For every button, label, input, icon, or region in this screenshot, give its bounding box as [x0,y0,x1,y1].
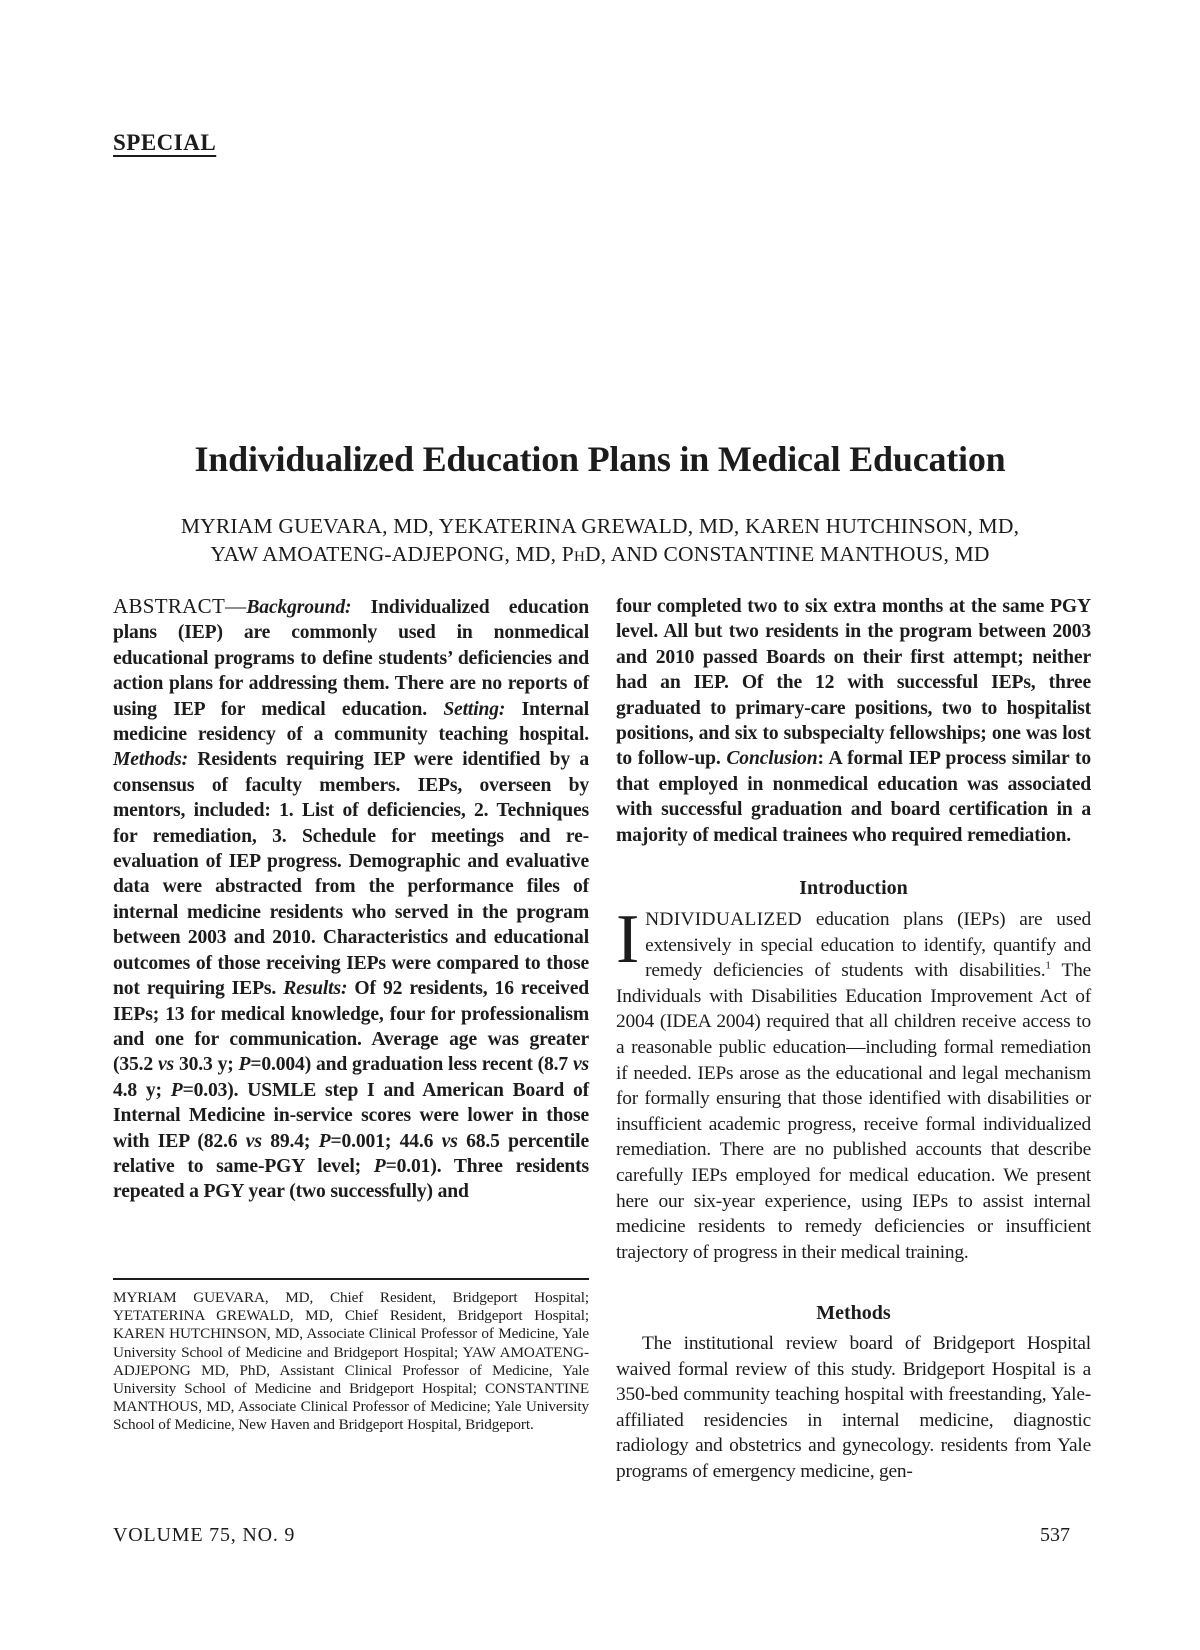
author-line-2: YAW AMOATENG-ADJEPONG, MD, PhD, AND CONSTANTINE MANTHOUS, MD [210,542,990,566]
setting-label: Setting: [443,698,506,720]
footnote-divider [113,1278,589,1280]
introduction-heading: Introduction [799,877,908,899]
methods-body: The institutional review board of Bridgeport Hospital waived formal review of this study. Bridgeport Hospital is a 350-bed community teaching hospital with freestanding, Yale-affiliated residencies in internal medicine, diagnostic radiology and obstetrics and gynecology. residents from Yale programs of emergency medicine, gen- [616,1333,1091,1482]
section-label: SPECIAL [113,130,217,155]
article-title: Individualized Education Plans in Medical Education [194,439,1006,479]
abstract-continued: four completed two to six extra months at the same PGY level. All but two residents in the program between 2003 and 2010 passed Boards on their first attempt; neither had an IEP. Of the 12 with successful IEPs, three graduated to primary-care positions, two to hospitalist positions, and six to subspecialty fellowships; one was lost to follow-up. Conclusion: A formal IEP process similar to that employed in nonmedical education was associated with successful graduation and board certification in a majority of medical trainees who required remediation. [616,596,1091,846]
author-line-1: MYRIAM GUEVARA, MD, YEKATERINA GREWALD, MD, KAREN HUTCHINSON, MD, [180,514,1020,538]
drop-cap: I [616,901,640,978]
abstract: ABSTRACT—Background: Individualized education plans (IEP) are commonly used in nonmedical educational programs to define students’ deficiencies and action plans for addressing them. There are no reports of using IEP for medical education. Setting: Internal medicine residency of a community teaching hospital. Methods: Residents requiring IEP were identified by a consensus of faculty members. IEPs, overseen by mentors, included: 1. List of deficiencies, 2. Techniques for remediation, 3. Schedule for meetings and re-evaluation of IEP progress. Demographic and evaluative data were abstracted from the performance files of internal medicine residents who served in the program between 2003 and 2010. Characteristics and educational outcomes of those receiving IEPs were compared to those not requiring IEPs. Results: Of 92 residents, 16 received IEPs; 13 for medical knowledge, four for professionalism and one for communication. Average age was greater (35.2 vs 30.3 y; P=0.004) and graduation less recent (8.7 vs 4.8 y; P=0.03). USMLE step I and American Board of Internal Medicine in-service scores were lower in those with IEP (82.6 vs 89.4; P=0.001; 44.6 vs 68.5 percentile relative to same-PGY level; P=0.01). Three residents repeated a PGY year (two successfully) and [113,594,589,1203]
background-label: Background: [246,597,352,618]
introduction-body: INDIVIDUALIZED education plans (IEPs) are used extensively in special education to identify, quantify and remedy deficiencies of students with disabilities.$^1$ The Individuals with Disabilities Education Improvement Act of 2004 (IDEA 2004) required that all children receive access to a reasonable public education—including formal remediation if needed. IEPs arose as the educational and legal mechanism for formally ensuring that those identified with disabilities or insufficient academic progress, receive formal individualized remediation. There are no published accounts that describe carefully IEPs employed for medical education. We present here our six-year experience, using IEPs to assist internal medicine residents to remedy deficiencies or insufficient trajectory of progress in their medical training. [616,901,1091,1263]
conclusion-label: Conclusion [726,748,818,770]
methods-heading: Methods [816,1302,891,1324]
reference-marker: 1 [1045,959,1051,972]
page-number: 537 [1040,1524,1070,1546]
author-affiliations-footnote: MYRIAM GUEVARA, MD, Chief Resident, Bridgeport Hospital; YETATERINA GREWALD, MD, Chief Resident, Bridgeport Hospital; KAREN HUTCHINSON, MD, Associate Clinical Professor of Medicine, Yale University School of Medicine and Bridgeport Hospital; YAW AMOATENG-ADJEPONG MD, PhD, Assistant Clinical Professor of Medicine, Yale University School of Medicine and Bridgeport Hospital; CONSTANTINE MANTHOUS, MD, Associate Clinical Professor of Medicine; Yale University School of Medicine, New Haven and Bridgeport Hospital, Bridgeport. [113,1289,589,1434]
methods-label: Methods: [113,749,189,771]
results-label: Results: [283,978,348,1000]
abstract-lead: ABSTRACT— [113,594,247,618]
author-list [0,512,1200,568]
volume-footer: VOLUME 75, NO. 9 [113,1524,296,1546]
